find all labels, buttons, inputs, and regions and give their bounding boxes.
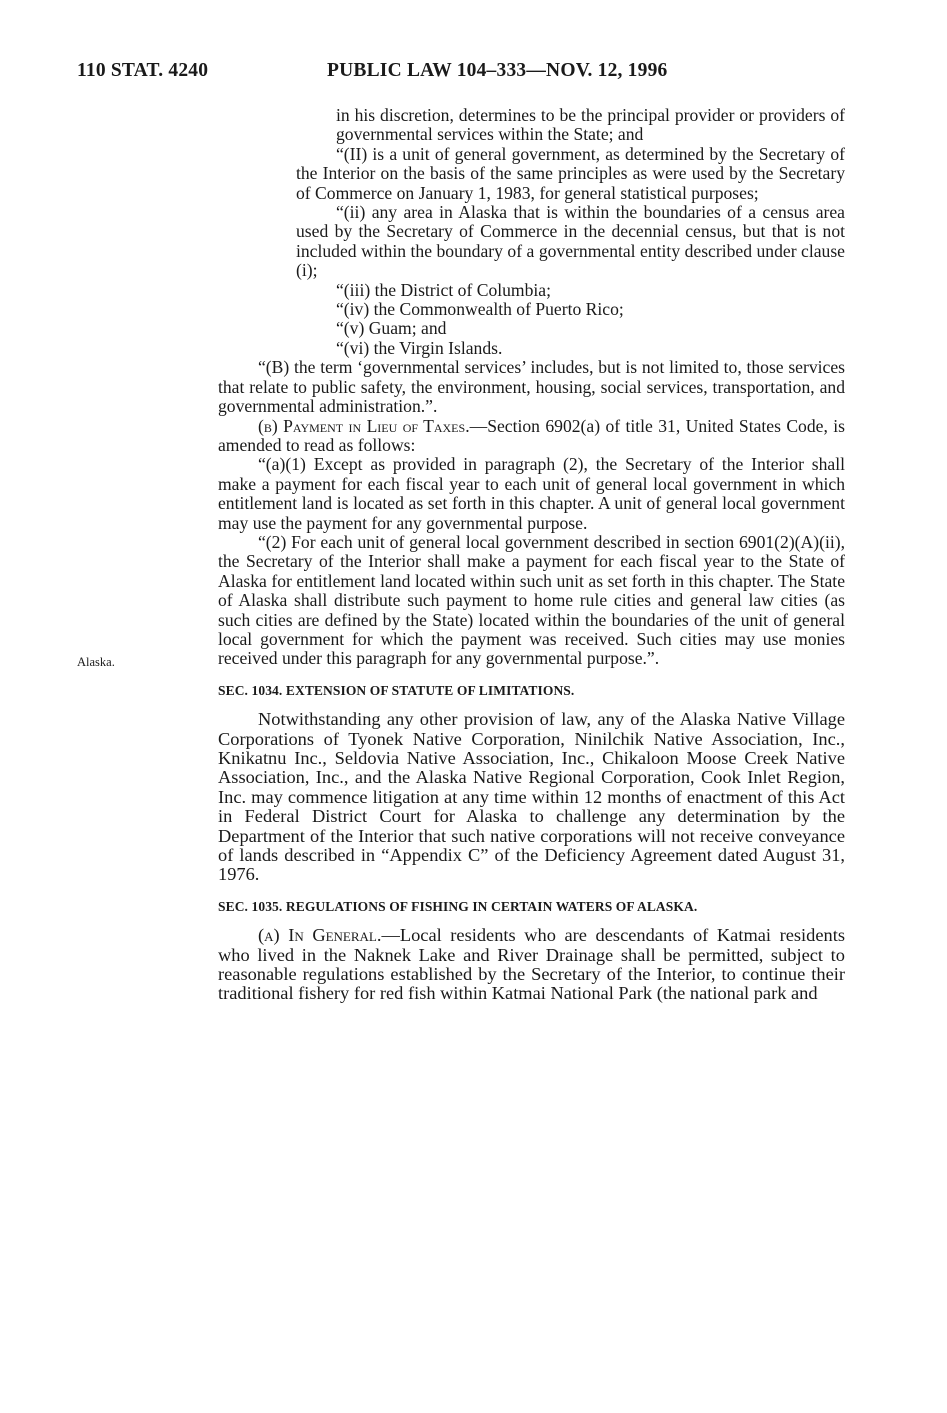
subsection-text: —Section 6902(a) of title 31, United States Code, is amended to read as follows: [218, 415, 845, 455]
paragraph: “(II) is a unit of general government, as determined by the Secretary of the Interior on the basis of the same principles as were used by the Secretary of Commerce on January 1, 1983, for general statistical purposes; [296, 143, 845, 203]
section-title: SEC. 1034. EXTENSION OF STATUTE OF LIMITATIONS. [218, 682, 575, 698]
list-item: “(vi) the Virgin Islands. [336, 337, 503, 358]
section-body: Notwithstanding any other provision of law, any of the Alaska Native Village Corporations of Tyonek Native Corporation, Ninilchik Native Association, Inc., Knikatnu Inc., Seldovia Native Association, Inc., Chikaloon Moose Creek Native Association, Inc., and the Alaska Native Regional Corporation, Cook Inlet Region, Inc. may commence litigation at any time within 12 months of enactment of this Act in Federal District Court for Alaska to challenge any determination by the Department of the Interior that such native corporations will not receive conveyance of lands described in “Appendix C” of the Deficiency Agreement dated August 31, 1976. [218, 709, 845, 885]
section-title: SEC. 1035. REGULATIONS OF FISHING IN CERTAIN WATERS OF ALASKA. [218, 898, 698, 914]
margin-note: Alaska. [77, 655, 115, 669]
statute-citation: 110 STAT. 4240 [77, 60, 209, 81]
page-header [77, 60, 847, 86]
paragraph: “(a)(1) Except as provided in paragraph (2), the Secretary of the Interior shall make a payment for each fiscal year to each unit of general local government in which entitlement land is located as set forth in this chapter. A unit of general local government may use the payment for any governmental purpose. [218, 454, 845, 533]
paragraph: “(B) the term ‘governmental services’ includes, but is not limited to, those services that relate to public safety, the environment, housing, social services, transportation, and governmental administration.”. [218, 357, 845, 417]
list-item: “(iv) the Commonwealth of Puerto Rico; [336, 299, 624, 320]
list-item: “(v) Guam; and [336, 318, 447, 339]
subsection-text: —Local residents who are descendants of Katmai residents who lived in the Naknek Lake and River Drainage shall be permitted, subject to reasonable regulations established by the Secretary of the Interior, to continue their traditional fishery for red fish within Katmai National Park (the national park and [218, 925, 845, 1004]
subsection-heading: (a) In General. [258, 925, 382, 946]
paragraph [218, 417, 845, 456]
public-law-title: PUBLIC LAW 104–333—NOV. 12, 1996 [327, 60, 668, 81]
list-item: “(iii) the District of Columbia; [336, 279, 551, 300]
subsection-heading: (b) Payment in Lieu of Taxes. [258, 415, 470, 436]
paragraph: “(ii) any area in Alaska that is within the boundaries of a census area used by the Secretary of Commerce in the decennial census, but that is not included within the boundary of a governmental entity described under clause (i); [296, 202, 845, 281]
body-text [218, 106, 845, 1004]
paragraph: “(2) For each unit of general local government described in section 6901(2)(A)(ii), the Secretary of the Interior shall make a payment for each fiscal year to the State of Alaska for entitlement land located within such unit as set forth in this chapter. The State of Alaska shall distribute such payment to home rule cities and general law cities (as such cities are defined by the State) located within the boundaries of the unit of general local government for which the payment was received. Such cities may use monies received under this paragraph for any governmental purpose.”. [218, 531, 845, 669]
paragraph: in his discretion, determines to be the principal provider or providers of governmental services within the State; and [336, 105, 845, 145]
section-body [218, 926, 845, 1004]
